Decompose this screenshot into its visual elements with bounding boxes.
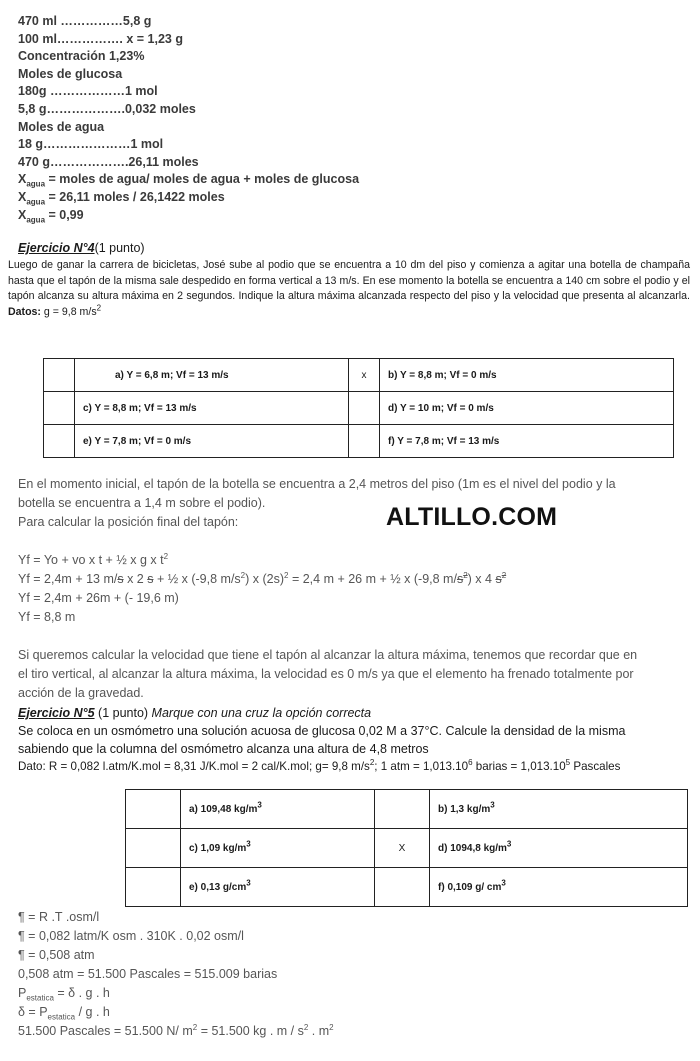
calc-line: Concentración 1,23%	[18, 49, 145, 64]
formula-line: 51.500 Pascales = 51.500 N/ $m^2 = 51.500$ kg . m / $s^2$ . $m^2$	[18, 1022, 334, 1038]
answer-mark-cell[interactable]	[349, 425, 380, 458]
calc-line: 5,8 g……………….0,032 moles	[18, 101, 196, 116]
option-f: f) Y = 7,8 m; Vf = 13 m/s	[380, 425, 674, 458]
option-e: e) 0,13 $g/cm^3$	[181, 868, 375, 907]
option-d: d) Y = 10 m; Vf = 0 m/s	[380, 392, 674, 425]
table-row	[126, 868, 688, 907]
site-logo: ALTILLO.COM	[386, 503, 558, 531]
formula-line: Yf = Yo + vo x t + ½ x g x $t^2$	[18, 551, 169, 567]
formula-line: Yf = 8,8 m	[18, 610, 76, 624]
formula-line: Yf = 2,4m + 26m + (- 19,6 m)	[18, 591, 179, 605]
answer-mark-cell[interactable]	[375, 790, 430, 829]
answer-mark-cell[interactable]	[349, 392, 380, 425]
answer-mark-cell[interactable]	[126, 829, 181, 868]
exercise-4	[8, 241, 690, 321]
answer-mark-cell[interactable]	[44, 425, 75, 458]
answer-mark-cell[interactable]: X	[375, 829, 430, 868]
formula-line: ¶ = R .T .osm/l	[18, 910, 100, 924]
calc-line: 18 g…………………1 mol	[18, 137, 164, 152]
option-c: c) 1,09 $kg/m^3$	[181, 829, 375, 868]
table-row	[44, 392, 674, 425]
calc-line: Moles de agua	[18, 119, 105, 134]
xagua-line: $X_{agua} = 26,11$ moles / 26,1422 moles	[18, 189, 225, 207]
calc-line: 180g ………………1 mol	[18, 84, 158, 99]
answer-mark-cell[interactable]	[375, 868, 430, 907]
answer-mark-cell[interactable]	[126, 868, 181, 907]
calc-line: 100 ml……………. x = 1,23 g	[18, 31, 183, 46]
option-f: f) 0,109 g/ $cm^3$	[430, 868, 688, 907]
answer-mark-cell[interactable]: x	[349, 359, 380, 392]
solution-text: Para calcular la posición final del tapón:	[18, 515, 239, 529]
exercise-4-points: (1 punto)	[94, 241, 145, 255]
formula-line: $\delta = P_{estatica} / g$ . h	[18, 1005, 110, 1022]
formula-line: ¶ = 0,508 atm	[18, 948, 95, 962]
exercise-4-heading	[18, 241, 690, 257]
exercise-4-title: Ejercicio N°4	[18, 241, 95, 255]
option-b: b) Y = 8,8 m; Vf = 0 m/s	[380, 359, 674, 392]
exercise-5-data: Dato: R = 0,082 l.atm/K.mol = 8,31 J/K.mol = 2 cal/K.mol; g= 9,8 $m/s^2$; 1 atm = $1,013.10^6$ barias = $1,013.10^5$ Pascales	[18, 758, 621, 773]
solution-text: el tiro vertical, al alcanzar la altura máxima, la velocidad es 0 m/s ya que el elemento ha frenado totalmente por	[18, 667, 634, 681]
answer-mark-cell[interactable]	[44, 392, 75, 425]
formula-line: Yf = 2,4m + 13 m/s x 2 s + ½ x (-9,8 $m/s^2$) x $(2s)^2 = 2,4$ m + 26 m + ½ x (-9,8 $m/s^2$) x 4 $s^2$	[18, 570, 507, 586]
exercise-5-statement: sabiendo que la columna del osmómetro alcanza una altura de 4,8 metros	[18, 742, 429, 756]
solution-text: En el momento inicial, el tapón de la botella se encuentra a 2,4 metros del piso (1m es el nivel del podio y la	[18, 477, 616, 491]
exercise-5-statement: Se coloca en un osmómetro una solución acuosa de glucosa 0,02 M a 37°C. Calcule la densidad de la misma	[18, 724, 626, 738]
exercise-4-statement: Luego de ganar la carrera de bicicletas, José sube al podio que se encuentra a 10 dm del piso y comienza a agitar una botella de champaña hasta que el tapón de la misma sale despedido en forma vertical a 13 m/s. En ese momento la botella se encuentra a 140 cm sobre el podio y el tapón alcanza su altura máxima en 2 segundos. Indique la altura máxima alcanzada respecto del piso y la velocidad que presenta al alcanzarla. Datos: g = 9,8 $m/s^2$	[8, 258, 690, 319]
option-d: d) 1094,8 $kg/m^3$	[430, 829, 688, 868]
option-e: e) Y = 7,8 m; Vf = 0 m/s	[75, 425, 349, 458]
answer-mark-cell[interactable]	[126, 790, 181, 829]
calc-line: 470 ml ……………5,8 g	[18, 14, 152, 28]
solution-text: Si queremos calcular la velocidad que tiene el tapón al alcanzar la altura máxima, tenemos que recordar que en	[18, 648, 638, 662]
table-row	[44, 425, 674, 458]
option-c: c) Y = 8,8 m; Vf = 13 m/s	[75, 392, 349, 425]
formula-line: ¶ = 0,082 latm/K osm . 310K . 0,02 osm/l	[18, 929, 244, 943]
xagua-line: $X_{agua}$ = moles de agua/ moles de agua + moles de glucosa	[18, 172, 360, 189]
option-b: b) 1,3 $kg/m^3$	[430, 790, 688, 829]
formula-line: $P_{estatica} = \delta$ . g . h	[18, 986, 110, 1003]
option-a: a) 109,48 $kg/m^3$	[181, 790, 375, 829]
solution-5	[18, 908, 334, 1041]
exercise-5	[18, 704, 678, 776]
formula-line: 0,508 atm = 51.500 Pascales = 515.009 barias	[18, 967, 278, 981]
table-row	[126, 829, 688, 868]
calc-line: 470 g……………….26,11 moles	[18, 154, 199, 169]
xagua-line: $X_{agua} = 0,99$	[18, 207, 84, 225]
exercise-5-options-table	[125, 789, 688, 907]
exercise-4-options-table	[43, 358, 674, 458]
answer-mark-cell[interactable]	[44, 359, 75, 392]
solution-text: acción de la gravedad.	[18, 686, 144, 700]
glucose-calculation	[18, 13, 359, 224]
exercise-5-title: Ejercicio N°5	[18, 706, 95, 720]
table-row	[126, 790, 688, 829]
calc-line: Moles de glucosa	[18, 66, 123, 81]
table-row	[44, 359, 674, 392]
option-a: a) Y = 6,8 m; Vf = 13 m/s	[75, 359, 349, 392]
solution-text: botella se encuentra a 1,4 m sobre el podio).	[18, 496, 266, 510]
exercise-5-heading: Ejercicio N°5 (1 punto) Marque con una cruz la opción correcta	[18, 706, 372, 720]
solution-4	[18, 475, 670, 703]
